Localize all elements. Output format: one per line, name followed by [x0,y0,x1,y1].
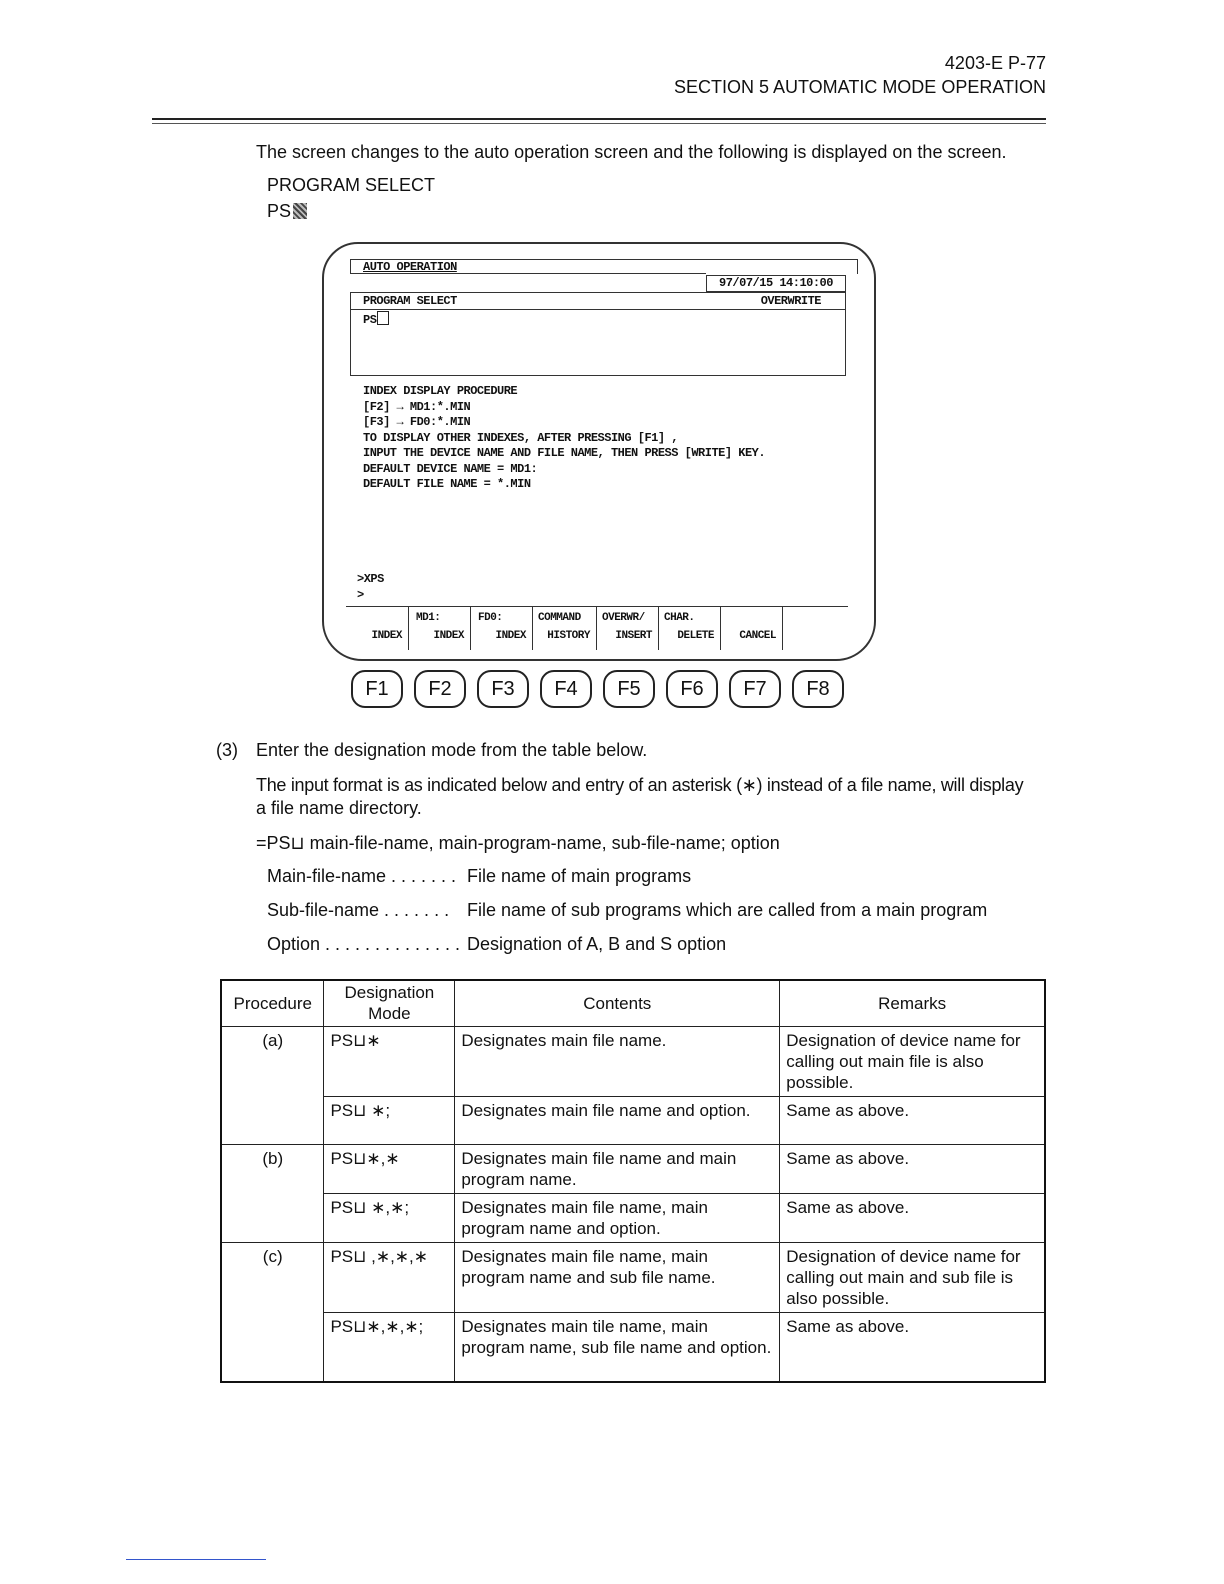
softkey-label: OVERWR/ [602,612,645,624]
screen-title-bar [350,259,858,274]
format-line: =PS⊔ main-file-name, main-program-name, sub-file-name; option [256,833,780,853]
softkey-label: INDEX [433,630,464,642]
softkey-label: DELETE [677,630,714,642]
table-row [221,1312,1045,1382]
contents-cell: Designates main file name and main program name. [455,1144,780,1193]
f3-key[interactable]: F3 [477,670,529,708]
mode-cell: PS⊔∗ [324,1026,455,1096]
table-header-row [221,980,1045,1026]
softkey-f4[interactable] [532,606,596,650]
prompt-ps-text: PS [267,201,292,221]
f7-key[interactable]: F7 [729,670,781,708]
header-contents: Contents [455,980,780,1026]
designation-table [220,979,1046,1383]
command-line-2: > [357,588,364,602]
f8-key[interactable]: F8 [792,670,844,708]
header-rule-thin [152,123,1046,124]
softkey-label: COMMAND [538,612,581,624]
definition-row [267,893,987,927]
definition-list [267,859,987,961]
prompt-ps [267,200,307,222]
softkey-label: INSERT [615,630,652,642]
info-line: INPUT THE DEVICE NAME AND FILE NAME, THEN PRESS [WRITE] KEY. [363,446,766,460]
info-line: [F3] → FD0:*.MIN [363,415,471,429]
f6-key[interactable]: F6 [666,670,718,708]
definition-term: Main-file-name . . . . . . . [267,866,457,886]
softkey-f8[interactable] [782,606,844,650]
text-cursor-icon [377,311,389,325]
softkey-label: INDEX [371,630,402,642]
format-note-line-2: a file name directory. [256,798,422,818]
info-line: [F2] → MD1:*.MIN [363,399,471,414]
softkey-label: HISTORY [547,630,590,642]
header-designation-mode: Designation Mode [324,980,455,1026]
softkey-f5[interactable] [596,606,658,650]
softkey-label: MD1: [416,612,441,624]
definition-row [267,927,987,961]
contents-cell: Designates main file name. [455,1026,780,1096]
info-line: INDEX DISPLAY PROCEDURE [363,384,518,398]
table-row [221,1026,1045,1096]
info-line: TO DISPLAY OTHER INDEXES, AFTER PRESSING [F1] , [363,430,678,445]
mode-cell: PS⊔ ∗,∗; [324,1193,455,1242]
remarks-cell: Designation of device name for calling out main and sub file is also possible. [780,1242,1045,1312]
softkey-label: CHAR. [664,612,695,624]
softkey-f1[interactable] [346,606,408,650]
remarks-cell: Same as above. [780,1312,1045,1382]
definition-term: Sub-file-name . . . . . . . [267,900,450,920]
mode-cell: PS⊔ ∗; [324,1096,455,1144]
table-row [221,1144,1045,1193]
f1-key[interactable]: F1 [351,670,403,708]
definition-term: Option . . . . . . . . . . . . . . [267,934,461,954]
remarks-cell: Same as above. [780,1096,1045,1144]
table-row [221,1193,1045,1242]
procedure-cell: (a) [221,1026,324,1144]
screen-title: AUTO OPERATION [363,260,457,274]
info-line: DEFAULT FILE NAME = *.MIN [363,477,531,491]
info-line: DEFAULT DEVICE NAME = MD1: [363,461,538,476]
softkey-label: CANCEL [739,630,776,642]
mode-indicator: OVERWRITE [760,294,821,308]
remarks-cell: Designation of device name for calling out main file is also possible. [780,1026,1045,1096]
definition-desc: File name of sub programs which are called from a main program [467,900,988,920]
program-input-area[interactable] [350,309,846,376]
step-number: (3) [216,740,238,760]
softkey-label: FD0: [478,612,503,624]
remarks-cell: Same as above. [780,1193,1045,1242]
screen-datetime: 97/07/15 14:10:00 [706,275,846,292]
softkey-f6[interactable] [658,606,720,650]
softkey-f2[interactable] [408,606,470,650]
remarks-cell: Same as above. [780,1144,1045,1193]
intro-text: The screen changes to the auto operation screen and the following is displayed on the screen. [256,142,1007,162]
definition-desc: Designation of A, B and S option [467,934,727,954]
doc-id: 4203-E P-77 [944,53,1046,73]
softkey-label: INDEX [495,630,526,642]
mode-cell: PS⊔ ,∗,∗,∗ [324,1242,455,1312]
procedure-cell: (b) [221,1144,324,1242]
table-row [221,1242,1045,1312]
header-remarks: Remarks [780,980,1045,1026]
mode-cell: PS⊔∗,∗ [324,1144,455,1193]
f4-key[interactable]: F4 [540,670,592,708]
prompt-program-select: PROGRAM SELECT [267,175,436,195]
table-row [221,1096,1045,1144]
f5-key[interactable]: F5 [603,670,655,708]
format-note-line-1: The input format is as indicated below and entry of an asterisk (∗) instead of a file name, will display [256,775,1024,795]
mode-cell: PS⊔∗,∗,∗; [324,1312,455,1382]
contents-cell: Designates main file name, main program name and option. [455,1193,780,1242]
section-title: SECTION 5 AUTOMATIC MODE OPERATION [673,77,1046,97]
f2-key[interactable]: F2 [414,670,466,708]
header-rule [152,118,1046,120]
header-procedure: Procedure [221,980,324,1026]
definition-desc: File name of main programs [467,866,692,886]
program-input-text: PS [363,313,377,327]
softkey-f7[interactable] [720,606,782,650]
program-select-bar [350,292,846,310]
footnote-rule [126,1559,266,1560]
definition-row [267,859,987,893]
cursor-icon [293,203,307,219]
command-line-1: >XPS [357,572,384,586]
contents-cell: Designates main tile name, main program name, sub file name and option. [455,1312,780,1382]
step-text: Enter the designation mode from the table below. [256,740,648,760]
program-select-label: PROGRAM SELECT [363,294,457,308]
screen-line [350,273,706,274]
program-input-value [363,311,389,329]
contents-cell: Designates main file name and option. [455,1096,780,1144]
contents-cell: Designates main file name, main program name and sub file name. [455,1242,780,1312]
procedure-cell: (c) [221,1242,324,1382]
softkey-f3[interactable] [470,606,532,650]
index-info [363,384,843,493]
